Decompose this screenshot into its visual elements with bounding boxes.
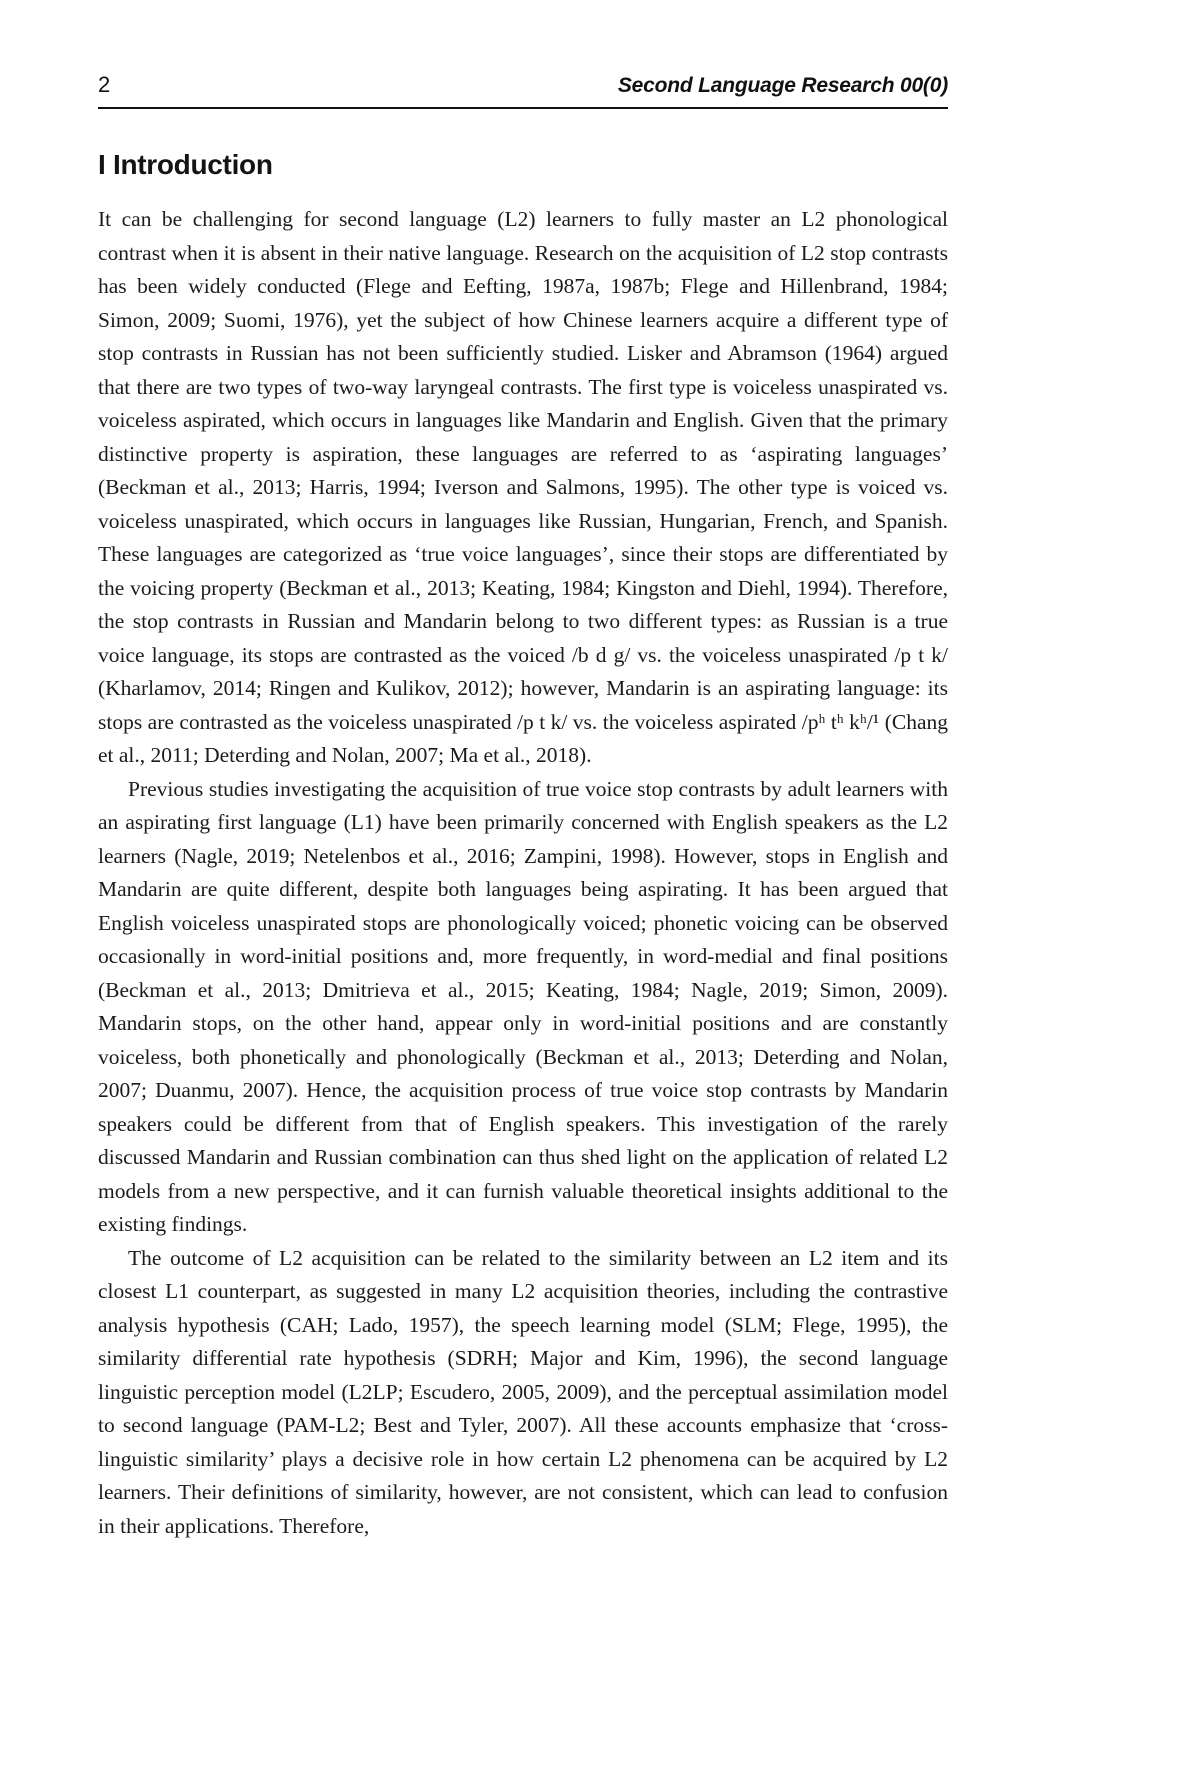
paragraph-2: Previous studies investigating the acquisition of true voice stop contrasts by adult learners with an aspirating first language (L1) have been primarily concerned with English speakers as the L2 learners (Nagle, 2019; Netelenbos et al., 2016; Zampini, 1998). However, stops in English and Mandarin are quite different, despite both languages being aspirating. It has been argued that English voiceless unaspirated stops are phonologically voiced; phonetic voicing can be observed occasionally in word-initial positions and, more frequently, in word-medial and final positions (Beckman et al., 2013; Dmitrieva et al., 2015; Keating, 1984; Nagle, 2019; Simon, 2009). Mandarin stops, on the other hand, appear only in word-initial positions and are constantly voiceless, both phonetically and phonologically (Beckman et al., 2013; Deterding and Nolan, 2007; Duanmu, 2007). Hence, the acquisition process of true voice stop contrasts by Mandarin speakers could be different from that of English speakers. This investigation of the rarely discussed Mandarin and Russian combination can thus shed light on the application of related L2 models from a new perspective, and it can furnish valuable theoretical insights additional to the existing findings.: [98, 776, 948, 1236]
running-head: [98, 72, 948, 109]
section-heading-introduction: I Introduction: [98, 149, 273, 180]
paragraph-3: The outcome of L2 acquisition can be related to the similarity between an L2 item and its closest L1 counterpart, as suggested in many L2 acquisition theories, including the contrastive analysis hypothesis (CAH; Lado, 1957), the speech learning model (SLM; Flege, 1995), the similarity differential rate hypothesis (SDRH; Major and Kim, 1996), the second language linguistic perception model (L2LP; Escudero, 2005, 2009), and the perceptual assimilation model to second language (PAM-L2; Best and Tyler, 2007). All these accounts emphasize that ‘cross-linguistic similarity’ plays a decisive role in how certain L2 phenomena can be acquired by L2 learners. Their definitions of similarity, however, are not consistent, which can lead to confusion in their applications. Therefore,: [98, 1245, 948, 1538]
page-number: 2: [98, 72, 111, 97]
journal-title: Second Language Research 00(0): [617, 74, 948, 97]
article-body: [98, 203, 948, 1543]
paragraph-1: It can be challenging for second language (L2) learners to fully master an L2 phonological contrast when it is absent in their native language. Research on the acquisition of L2 stop contrasts has been widely conducted (Flege and Eefting, 1987a, 1987b; Flege and Hillenbrand, 1984; Simon, 2009; Suomi, 1976), yet the subject of how Chinese learners acquire a different type of stop contrasts in Russian has not been sufficiently studied. Lisker and Abramson (1964) argued that there are two types of two-way laryngeal contrasts. The first type is voiceless unaspirated vs. voiceless aspirated, which occurs in languages like Mandarin and English. Given that the primary distinctive property is aspiration, these languages are referred to as ‘aspirating languages’ (Beckman et al., 2013; Harris, 1994; Iverson and Salmons, 1995). The other type is voiced vs. voiceless unaspirated, which occurs in languages like Russian, Hungarian, French, and Spanish. These languages are categorized as ‘true voice languages’, since their stops are differentiated by the voicing property (Beckman et al., 2013; Keating, 1984; Kingston and Diehl, 1994). Therefore, the stop contrasts in Russian and Mandarin belong to two different types: as Russian is a true voice language, its stops are contrasted as the voiced /b d g/ vs. the voiceless unaspirated /p t k/ (Kharlamov, 2014; Ringen and Kulikov, 2012); however, Mandarin is an aspirating language: its stops are contrasted as the voiceless unaspirated /p t k/ vs. the voiceless aspirated /pʰ tʰ kʰ/¹ (Chang et al., 2011; Deterding and Nolan, 2007; Ma et al., 2018).: [98, 207, 948, 767]
